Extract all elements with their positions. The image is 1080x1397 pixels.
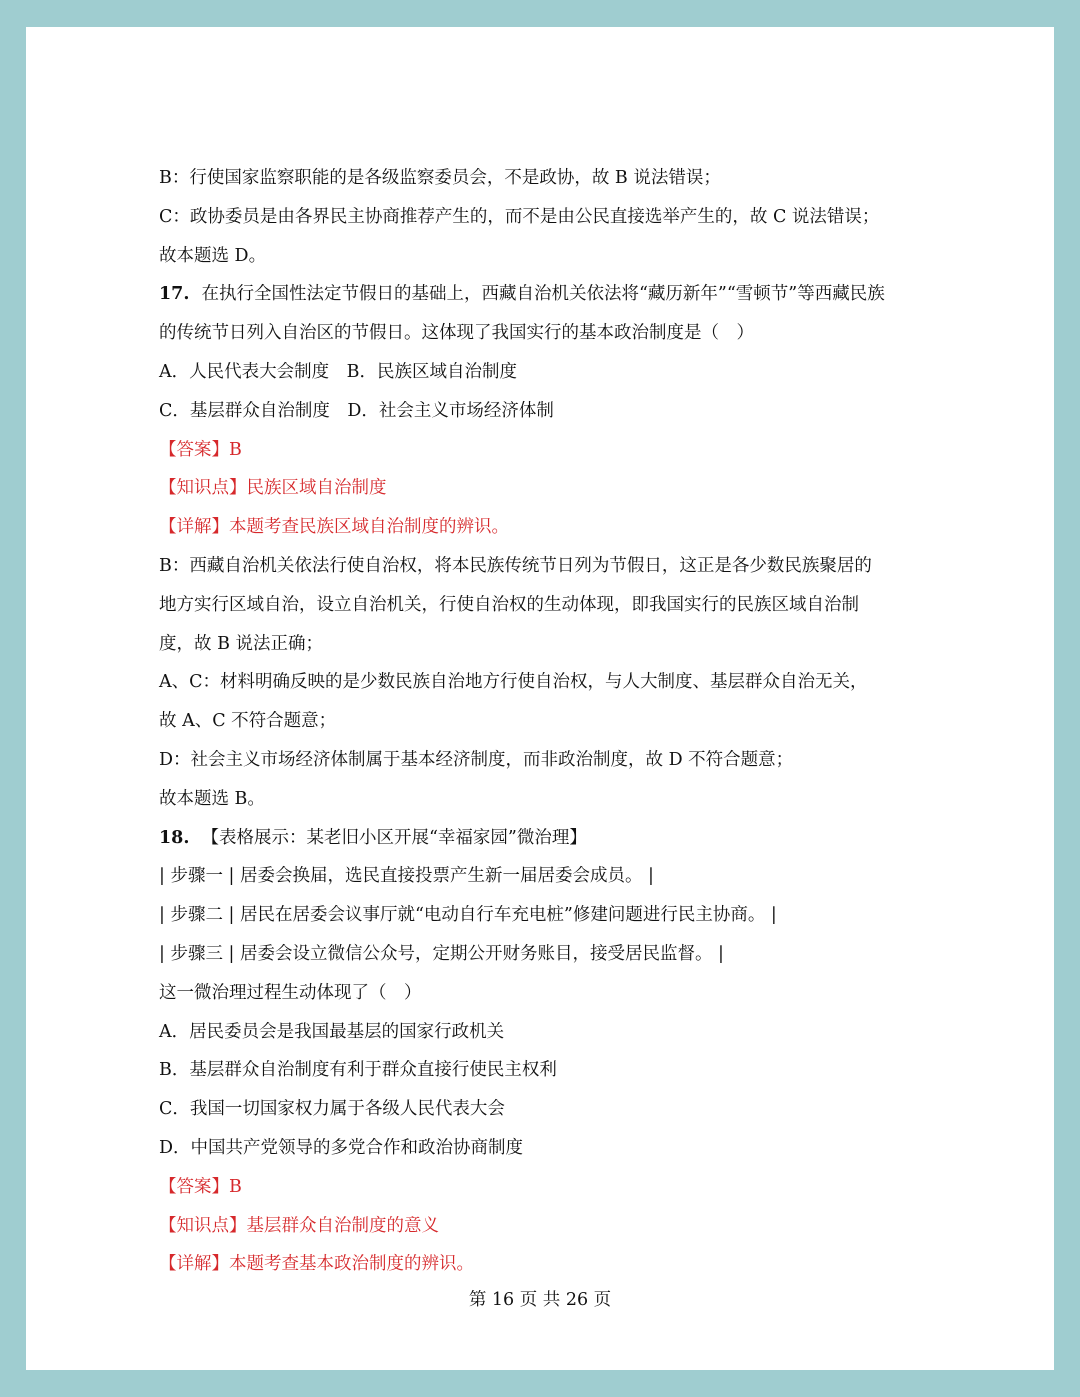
question-line (159, 819, 929, 858)
text-line (159, 586, 929, 625)
line-text: 【详解】本题考查基本政治制度的辨识。 (159, 1254, 474, 1275)
text-line (159, 547, 929, 586)
text-line (159, 237, 929, 276)
answer-line (159, 1207, 929, 1246)
line-text: 【知识点】基层群众自治制度的意义 (159, 1215, 439, 1236)
line-text: 【答案】B (159, 439, 242, 460)
line-text: 【详解】本题考查民族区域自治制度的辨识。 (159, 517, 509, 538)
line-text: C．基层群众自治制度 D．社会主义市场经济体制 (159, 400, 554, 421)
answer-line (159, 1245, 929, 1284)
line-text: C：政协委员是由各界民主协商推荐产生的，而不是由公民直接选举产生的，故 C 说法错误； (159, 206, 880, 227)
text-line (159, 896, 929, 935)
text-line (159, 857, 929, 896)
text-line (159, 625, 929, 664)
text-line (159, 353, 929, 392)
line-text: 【答案】B (159, 1176, 242, 1197)
answer-line (159, 431, 929, 470)
line-text: 地方实行区域自治，设立自治机关，行使自治权的生动体现，即我国实行的民族区域自治制 (159, 594, 859, 615)
answer-line (159, 508, 929, 547)
line-text: 的传统节日列入自治区的节假日。这体现了我国实行的基本政治制度是（ ） (159, 323, 754, 344)
line-text: 在执行全国性法定节假日的基础上，西藏自治机关依法将“藏历新年”“雪顿节”等西藏民族 (201, 284, 885, 305)
line-text: 故本题选 D。 (159, 245, 267, 266)
question-number: 18. (159, 827, 190, 848)
line-text: A．居民委员会是我国最基层的国家行政机关 (159, 1021, 505, 1042)
text-line (159, 1129, 929, 1168)
line-text: 故 A、C 不符合题意； (159, 711, 337, 732)
line-text: B：行使国家监察职能的是各级监察委员会，不是政协，故 B 说法错误； (159, 168, 721, 188)
text-line (159, 159, 929, 198)
text-line (159, 663, 929, 702)
text-line (159, 780, 929, 819)
line-text: | 步骤一 | 居委会换届，选民直接投票产生新一届居委会成员。 | (159, 866, 654, 887)
line-text: C．我国一切国家权力属于各级人民代表大会 (159, 1099, 505, 1120)
question-line (159, 275, 929, 314)
line-text: | 步骤二 | 居民在居委会议事厅就“电动自行车充电桩”修建问题进行民主协商。 | (159, 905, 777, 926)
text-line (159, 1013, 929, 1052)
text-line (159, 974, 929, 1013)
line-text: A．人民代表大会制度 B．民族区域自治制度 (159, 361, 517, 382)
line-text: 【表格展示：某老旧小区开展“幸福家园”微治理】 (201, 827, 587, 848)
line-text: 这一微治理过程生动体现了（ ） (159, 982, 422, 1003)
line-text: A、C：材料明确反映的是少数民族自治地方行使自治权，与人大制度、基层群众自治无关， (159, 672, 868, 693)
text-line (159, 1090, 929, 1129)
answer-line (159, 469, 929, 508)
text-line (159, 198, 929, 237)
line-text: B．基层群众自治制度有利于群众直接行使民主权利 (159, 1060, 557, 1081)
text-line (159, 702, 929, 741)
line-text: | 步骤三 | 居委会设立微信公众号，定期公开财务账目，接受居民监督。 | (159, 943, 724, 964)
line-text: D：社会主义市场经济体制属于基本经济制度，而非政治制度，故 D 不符合题意； (159, 749, 794, 770)
text-line (159, 1051, 929, 1090)
document-body (159, 159, 929, 1284)
line-text: D．中国共产党领导的多党合作和政治协商制度 (159, 1137, 524, 1158)
answer-line (159, 1168, 929, 1207)
text-line (159, 741, 929, 780)
page-footer: 第 16 页 共 26 页 (468, 1290, 612, 1310)
text-line (159, 314, 929, 353)
line-text: B：西藏自治机关依法行使自治权，将本民族传统节日列为节假日，这正是各少数民族聚居的 (159, 555, 872, 576)
line-text: 【知识点】民族区域自治制度 (159, 478, 387, 499)
question-number: 17. (159, 284, 190, 305)
text-line (159, 392, 929, 431)
text-line (159, 935, 929, 974)
document-page (26, 27, 1054, 1370)
line-text: 故本题选 B。 (159, 788, 265, 809)
line-text: 度，故 B 说法正确； (159, 633, 323, 654)
